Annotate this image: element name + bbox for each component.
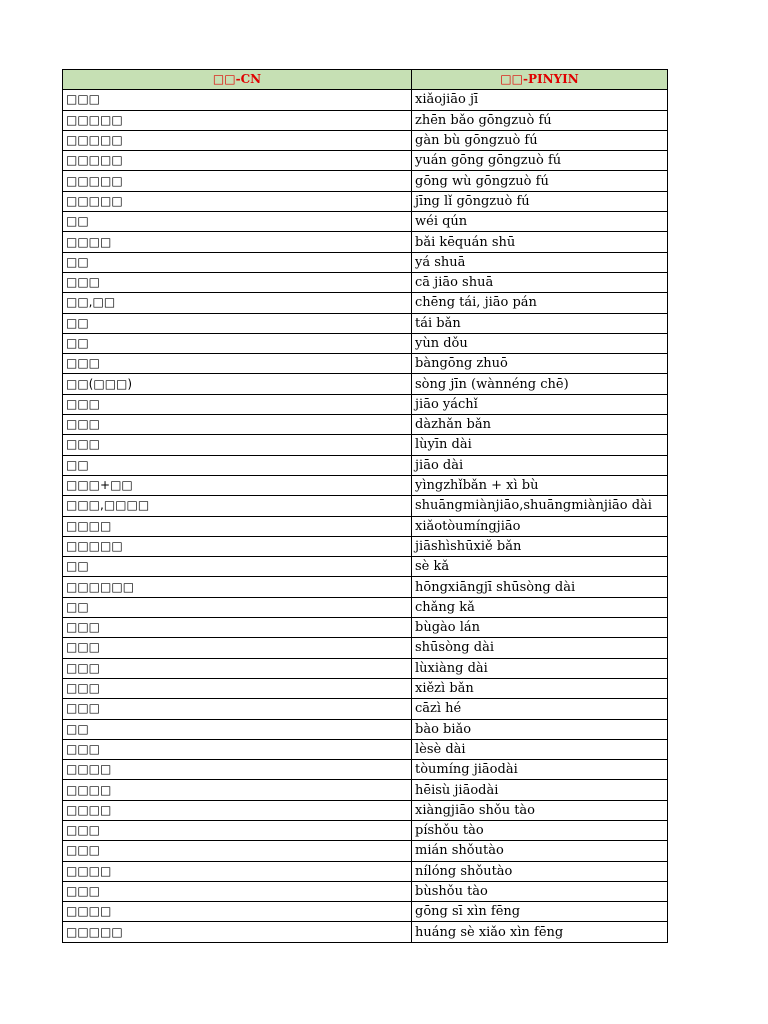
cell-pinyin: jiāo yáchǐ <box>412 394 668 414</box>
table-row <box>63 415 668 435</box>
table-row <box>63 272 668 292</box>
cell-cn: □□ <box>63 455 412 475</box>
table-row <box>63 374 668 394</box>
cell-cn: □□□□ <box>63 760 412 780</box>
cell-cn: □□ <box>63 557 412 577</box>
cell-pinyin: yuán gōng gōngzuò fú <box>412 151 668 171</box>
cell-pinyin: sòng jīn (wànnéng chē) <box>412 374 668 394</box>
table-row <box>63 678 668 698</box>
cell-cn: □□□ <box>63 820 412 840</box>
table-row <box>63 922 668 942</box>
cell-pinyin: cā jiāo shuā <box>412 272 668 292</box>
cell-cn: □□□ <box>63 435 412 455</box>
cell-cn: □□ <box>63 719 412 739</box>
cell-pinyin: yá shuā <box>412 252 668 272</box>
table-row <box>63 151 668 171</box>
cell-cn: □□□ <box>63 658 412 678</box>
cell-cn: □□□ <box>63 618 412 638</box>
cell-pinyin: xiǎojiāo jī <box>412 90 668 110</box>
cell-pinyin: lùyīn dài <box>412 435 668 455</box>
cell-cn: □□□ <box>63 354 412 374</box>
cell-cn: □□ <box>63 333 412 353</box>
cell-pinyin: jīng lǐ gōngzuò fú <box>412 191 668 211</box>
cell-cn: □□□,□□□□ <box>63 496 412 516</box>
cell-pinyin: xiǎotòumíngjiāo <box>412 516 668 536</box>
header-cn: □□-CN <box>63 70 412 90</box>
table-row <box>63 435 668 455</box>
cell-cn: □□□ <box>63 272 412 292</box>
table-row <box>63 171 668 191</box>
table-row <box>63 496 668 516</box>
cell-pinyin: jiāshìshūxiě bǎn <box>412 536 668 556</box>
cell-pinyin: shuāngmiànjiāo,shuāngmiànjiāo dài <box>412 496 668 516</box>
cell-cn: □□□□□ <box>63 191 412 211</box>
cell-cn: □□□ <box>63 739 412 759</box>
cell-pinyin: hōngxiāngjī shūsòng dài <box>412 577 668 597</box>
cell-pinyin: bào biǎo <box>412 719 668 739</box>
cell-cn: □□□ <box>63 699 412 719</box>
cell-pinyin: gōng wù gōngzuò fú <box>412 171 668 191</box>
table-row <box>63 618 668 638</box>
cell-cn: □□□□ <box>63 516 412 536</box>
cell-pinyin: dàzhǎn bǎn <box>412 415 668 435</box>
table-row <box>63 861 668 881</box>
cell-cn: □□□□□ <box>63 110 412 130</box>
table-row <box>63 394 668 414</box>
table-row <box>63 90 668 110</box>
table-row <box>63 455 668 475</box>
table-row <box>63 841 668 861</box>
table-row <box>63 313 668 333</box>
cell-cn: □□(□□□) <box>63 374 412 394</box>
cell-pinyin: huáng sè xiǎo xìn fēng <box>412 922 668 942</box>
cell-pinyin: gàn bù gōngzuò fú <box>412 130 668 150</box>
table-row <box>63 638 668 658</box>
table-row <box>63 191 668 211</box>
cell-cn: □□□ <box>63 394 412 414</box>
header-pinyin: □□-PINYIN <box>412 70 668 90</box>
cell-pinyin: lùxiàng dài <box>412 658 668 678</box>
cell-cn: □□□□□ <box>63 922 412 942</box>
cell-pinyin: jiāo dài <box>412 455 668 475</box>
cell-cn: □□□□ <box>63 780 412 800</box>
cell-cn: □□□+□□ <box>63 475 412 495</box>
table-row <box>63 475 668 495</box>
cell-cn: □□□□□ <box>63 130 412 150</box>
cell-pinyin: píshǒu tào <box>412 820 668 840</box>
cell-pinyin: wéi qún <box>412 212 668 232</box>
cell-cn: □□□□ <box>63 902 412 922</box>
table-row <box>63 902 668 922</box>
cell-pinyin: gōng sī xìn fēng <box>412 902 668 922</box>
table-row <box>63 760 668 780</box>
cell-pinyin: bùgào lán <box>412 618 668 638</box>
cell-pinyin: bǎi kēquán shū <box>412 232 668 252</box>
table-row <box>63 252 668 272</box>
cell-pinyin: bùshǒu tào <box>412 881 668 901</box>
table-row <box>63 881 668 901</box>
table-row <box>63 354 668 374</box>
cell-cn: □□□□□□ <box>63 577 412 597</box>
table-row <box>63 577 668 597</box>
cell-pinyin: xiàngjiāo shǒu tào <box>412 800 668 820</box>
table-row <box>63 232 668 252</box>
cell-cn: □□□□ <box>63 232 412 252</box>
cell-pinyin: xiězì bǎn <box>412 678 668 698</box>
table-row <box>63 536 668 556</box>
table-row <box>63 800 668 820</box>
cell-pinyin: sè kǎ <box>412 557 668 577</box>
cell-cn: □□□ <box>63 638 412 658</box>
cell-cn: □□□ <box>63 415 412 435</box>
table-row <box>63 212 668 232</box>
cell-pinyin: bàngōng zhuō <box>412 354 668 374</box>
cell-pinyin: lèsè dài <box>412 739 668 759</box>
table-row <box>63 333 668 353</box>
table-header <box>63 70 668 90</box>
cell-pinyin: nílóng shǒutào <box>412 861 668 881</box>
cell-pinyin: tòumíng jiāodài <box>412 760 668 780</box>
cell-cn: □□,□□ <box>63 293 412 313</box>
table-row <box>63 780 668 800</box>
table-row <box>63 820 668 840</box>
table-row <box>63 658 668 678</box>
cell-cn: □□ <box>63 597 412 617</box>
cell-pinyin: cāzì hé <box>412 699 668 719</box>
cell-pinyin: yùn dǒu <box>412 333 668 353</box>
table-body <box>63 90 668 942</box>
cell-cn: □□□□□ <box>63 151 412 171</box>
cell-cn: □□□ <box>63 678 412 698</box>
cell-pinyin: shūsòng dài <box>412 638 668 658</box>
table-row <box>63 516 668 536</box>
cell-cn: □□ <box>63 252 412 272</box>
cell-pinyin: chēng tái, jiāo pán <box>412 293 668 313</box>
cell-cn: □□□ <box>63 90 412 110</box>
table-row <box>63 699 668 719</box>
table-row <box>63 130 668 150</box>
cell-cn: □□□□□ <box>63 536 412 556</box>
table-row <box>63 110 668 130</box>
table-row <box>63 739 668 759</box>
cell-pinyin: tái bǎn <box>412 313 668 333</box>
cell-cn: □□□□ <box>63 800 412 820</box>
cell-pinyin: yìngzhǐbǎn + xì bù <box>412 475 668 495</box>
table-row <box>63 597 668 617</box>
table-row <box>63 719 668 739</box>
cell-pinyin: chǎng kǎ <box>412 597 668 617</box>
cell-cn: □□□ <box>63 841 412 861</box>
cell-cn: □□□□□ <box>63 171 412 191</box>
table-row <box>63 293 668 313</box>
cell-pinyin: mián shǒutào <box>412 841 668 861</box>
cell-cn: □□□ <box>63 881 412 901</box>
cell-cn: □□□□ <box>63 861 412 881</box>
cell-cn: □□ <box>63 313 412 333</box>
header-row <box>63 70 668 90</box>
cell-cn: □□ <box>63 212 412 232</box>
cell-pinyin: hēisù jiāodài <box>412 780 668 800</box>
table-row <box>63 557 668 577</box>
vocabulary-table <box>62 69 668 943</box>
cell-pinyin: zhēn bǎo gōngzuò fú <box>412 110 668 130</box>
